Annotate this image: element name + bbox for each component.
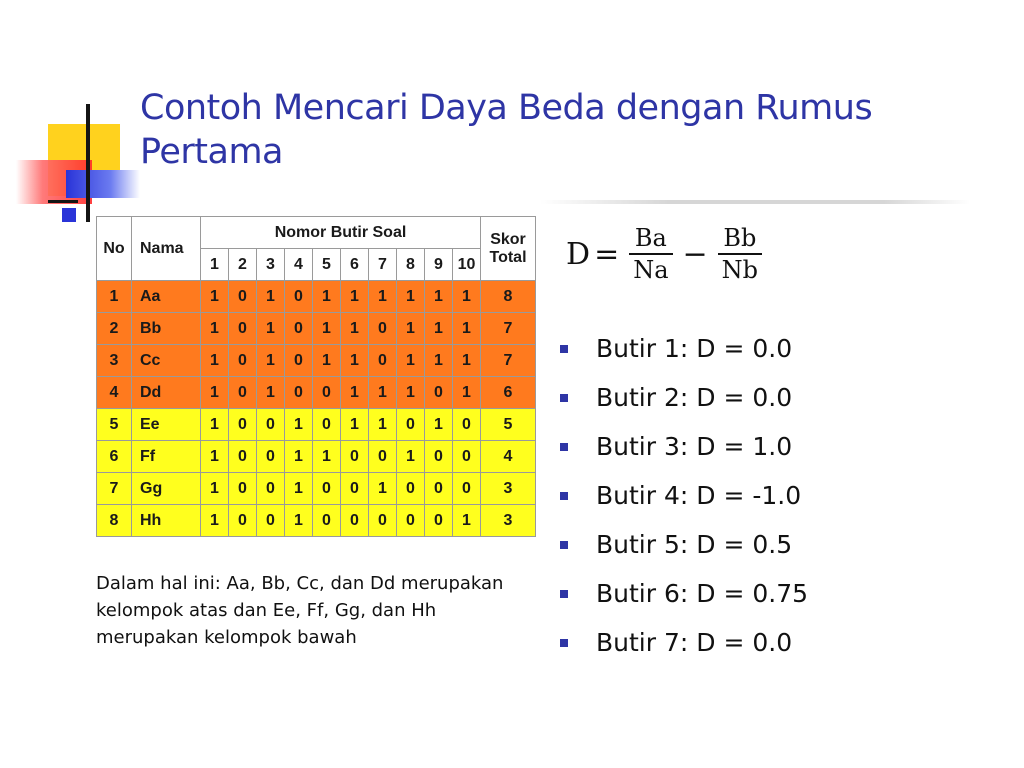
cell-score: 1 — [453, 281, 481, 313]
cell-score: 0 — [425, 473, 453, 505]
cell-score: 1 — [369, 409, 397, 441]
cell-score: 1 — [397, 313, 425, 345]
cell-score: 0 — [285, 377, 313, 409]
cell-score: 0 — [397, 409, 425, 441]
decor-blue-bar — [66, 170, 140, 198]
cell-score: 1 — [313, 313, 341, 345]
cell-no: 1 — [97, 281, 132, 313]
cell-total: 8 — [481, 281, 536, 313]
cell-no: 7 — [97, 473, 132, 505]
cell-score: 1 — [201, 377, 229, 409]
cell-score: 0 — [257, 505, 285, 537]
cell-score: 1 — [369, 281, 397, 313]
cell-score: 0 — [341, 473, 369, 505]
cell-no: 4 — [97, 377, 132, 409]
cell-score: 0 — [229, 281, 257, 313]
cell-score: 1 — [397, 441, 425, 473]
formula-minus: − — [682, 236, 708, 272]
formula-lhs: D — [566, 236, 591, 272]
cell-score: 1 — [341, 281, 369, 313]
cell-score: 1 — [257, 281, 285, 313]
list-item-text: Butir 2: D = 0.0 — [596, 382, 793, 412]
cell-total: 7 — [481, 345, 536, 377]
table-row — [97, 441, 536, 473]
bullet-square-icon — [560, 394, 568, 402]
decor-vertical-line — [86, 104, 90, 222]
cell-total: 3 — [481, 505, 536, 537]
cell-nama: Hh — [132, 505, 201, 537]
cell-score: 0 — [453, 473, 481, 505]
cell-score: 0 — [313, 409, 341, 441]
result-list — [560, 324, 808, 667]
cell-total: 7 — [481, 313, 536, 345]
bullet-square-icon — [560, 443, 568, 451]
cell-score: 1 — [453, 505, 481, 537]
cell-nama: Dd — [132, 377, 201, 409]
cell-score: 0 — [341, 441, 369, 473]
header-item-7: 7 — [369, 249, 397, 281]
cell-score: 0 — [425, 505, 453, 537]
formula-numerator-a: Ba — [634, 224, 667, 252]
cell-score: 0 — [313, 505, 341, 537]
cell-score: 1 — [201, 281, 229, 313]
decor-horizontal-line — [48, 200, 78, 203]
header-item-4: 4 — [285, 249, 313, 281]
cell-score: 0 — [229, 409, 257, 441]
slide-title: Contoh Mencari Daya Beda dengan Rumus Pertama — [140, 88, 873, 172]
cell-score: 0 — [453, 441, 481, 473]
cell-score: 0 — [257, 441, 285, 473]
bullet-square-icon — [560, 541, 568, 549]
formula-numerator-b: Bb — [723, 224, 757, 252]
cell-score: 0 — [257, 409, 285, 441]
list-item-text: Butir 6: D = 0.75 — [596, 578, 808, 608]
cell-score: 0 — [397, 473, 425, 505]
cell-score: 0 — [313, 473, 341, 505]
cell-score: 0 — [369, 441, 397, 473]
list-item — [560, 520, 808, 569]
cell-score: 1 — [341, 377, 369, 409]
table-row — [97, 505, 536, 537]
bullet-square-icon — [560, 492, 568, 500]
cell-score: 1 — [257, 377, 285, 409]
header-item-8: 8 — [397, 249, 425, 281]
list-item — [560, 569, 808, 618]
cell-score: 1 — [201, 345, 229, 377]
cell-total: 3 — [481, 473, 536, 505]
formula-denominator-a: Na — [633, 256, 669, 284]
cell-score: 1 — [285, 409, 313, 441]
cell-score: 1 — [425, 281, 453, 313]
cell-score: 1 — [285, 473, 313, 505]
cell-nama: Aa — [132, 281, 201, 313]
list-item — [560, 422, 808, 471]
header-item-9: 9 — [425, 249, 453, 281]
cell-score: 0 — [425, 377, 453, 409]
cell-nama: Ee — [132, 409, 201, 441]
cell-nama: Bb — [132, 313, 201, 345]
formula-fraction-a — [629, 223, 672, 285]
score-table — [96, 216, 536, 537]
cell-score: 1 — [313, 441, 341, 473]
cell-score: 1 — [341, 409, 369, 441]
header-skor-total: Skor Total — [481, 217, 536, 281]
cell-score: 0 — [425, 441, 453, 473]
header-item-group: Nomor Butir Soal — [201, 217, 481, 249]
cell-score: 1 — [257, 345, 285, 377]
cell-score: 0 — [229, 377, 257, 409]
list-item-text: Butir 5: D = 0.5 — [596, 529, 793, 559]
list-item — [560, 471, 808, 520]
cell-score: 0 — [453, 409, 481, 441]
cell-score: 1 — [313, 345, 341, 377]
cell-score: 1 — [369, 473, 397, 505]
cell-score: 0 — [229, 441, 257, 473]
header-no: No — [97, 217, 132, 281]
formula-equals: = — [594, 236, 620, 272]
formula-denominator-b: Nb — [721, 256, 759, 284]
cell-score: 0 — [313, 377, 341, 409]
group-note: Dalam hal ini: Aa, Bb, Cc, dan Dd merupakan kelompok atas dan Ee, Ff, Gg, dan Hh merupakan kelompok bawah — [96, 573, 504, 648]
list-item-text: Butir 4: D = -1.0 — [596, 480, 802, 510]
header-item-6: 6 — [341, 249, 369, 281]
list-item-text: Butir 3: D = 1.0 — [596, 431, 793, 461]
cell-score: 1 — [425, 409, 453, 441]
cell-score: 1 — [341, 345, 369, 377]
decor-divider — [540, 200, 970, 204]
list-item — [560, 618, 808, 667]
header-item-5: 5 — [313, 249, 341, 281]
cell-score: 1 — [369, 377, 397, 409]
table-row — [97, 281, 536, 313]
cell-score: 0 — [229, 313, 257, 345]
cell-no: 8 — [97, 505, 132, 537]
header-item-1: 1 — [201, 249, 229, 281]
cell-score: 1 — [397, 345, 425, 377]
cell-score: 1 — [341, 313, 369, 345]
list-item-text: Butir 7: D = 0.0 — [596, 627, 793, 657]
header-item-3: 3 — [257, 249, 285, 281]
table-row — [97, 313, 536, 345]
cell-total: 4 — [481, 441, 536, 473]
header-item-10: 10 — [453, 249, 481, 281]
cell-score: 0 — [257, 473, 285, 505]
cell-no: 5 — [97, 409, 132, 441]
cell-score: 1 — [201, 473, 229, 505]
formula-fraction-b — [718, 223, 762, 285]
cell-total: 5 — [481, 409, 536, 441]
cell-score: 0 — [285, 345, 313, 377]
cell-score: 1 — [453, 377, 481, 409]
cell-score: 1 — [201, 505, 229, 537]
cell-score: 1 — [453, 313, 481, 345]
cell-score: 0 — [369, 345, 397, 377]
table-row — [97, 409, 536, 441]
cell-score: 0 — [397, 505, 425, 537]
cell-no: 3 — [97, 345, 132, 377]
cell-nama: Gg — [132, 473, 201, 505]
cell-score: 0 — [229, 473, 257, 505]
bullet-square-icon — [560, 345, 568, 353]
table-row — [97, 377, 536, 409]
cell-score: 1 — [285, 441, 313, 473]
cell-score: 0 — [285, 313, 313, 345]
header-nama: Nama — [132, 217, 201, 281]
list-item — [560, 373, 808, 422]
cell-score: 1 — [313, 281, 341, 313]
cell-score: 0 — [285, 281, 313, 313]
list-item — [560, 324, 808, 373]
cell-score: 1 — [425, 345, 453, 377]
cell-score: 1 — [425, 313, 453, 345]
cell-score: 1 — [257, 313, 285, 345]
cell-score: 0 — [229, 505, 257, 537]
decor-blue-square — [62, 208, 76, 222]
table-row — [97, 345, 536, 377]
cell-score: 1 — [285, 505, 313, 537]
cell-score: 1 — [201, 313, 229, 345]
cell-nama: Cc — [132, 345, 201, 377]
cell-score: 0 — [341, 505, 369, 537]
cell-score: 1 — [397, 377, 425, 409]
cell-nama: Ff — [132, 441, 201, 473]
cell-score: 1 — [397, 281, 425, 313]
cell-score: 1 — [453, 345, 481, 377]
header-item-2: 2 — [229, 249, 257, 281]
cell-score: 0 — [229, 345, 257, 377]
bullet-square-icon — [560, 639, 568, 647]
discrimination-formula — [566, 214, 768, 294]
cell-total: 6 — [481, 377, 536, 409]
cell-no: 6 — [97, 441, 132, 473]
cell-no: 2 — [97, 313, 132, 345]
cell-score: 1 — [201, 441, 229, 473]
cell-score: 0 — [369, 313, 397, 345]
cell-score: 0 — [369, 505, 397, 537]
cell-score: 1 — [201, 409, 229, 441]
list-item-text: Butir 1: D = 0.0 — [596, 333, 793, 363]
table-row — [97, 473, 536, 505]
bullet-square-icon — [560, 590, 568, 598]
